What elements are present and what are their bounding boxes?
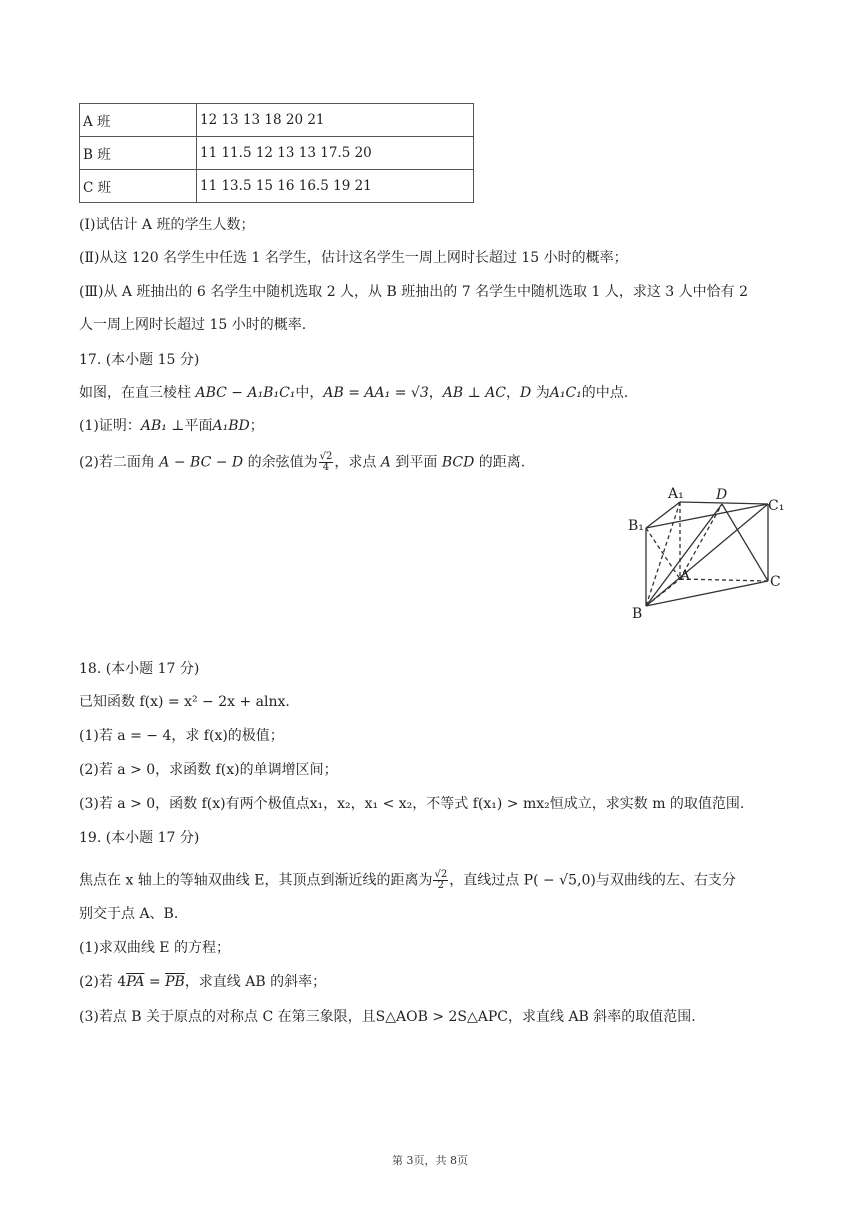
q16-part-1: (Ⅰ)试估计 A 班的学生人数； [79,217,255,233]
q18-part-3: (3)若 a > 0，函数 f(x)有两个极值点x₁，x₂，x₁ < x₂，不等式 f(x₁) > mx₂恒成立，求实数 m 的取值范围. [79,796,745,812]
q17-heading: 17. (本小题 15 分) [79,352,200,368]
q17-part-1 [79,416,264,436]
table-cell-values: 11 13.5 15 16 16.5 19 21 [197,170,474,203]
table-row [80,137,474,170]
table-cell-values: 12 13 13 18 20 21 [197,104,474,137]
q17-segment: A₁C₁ [549,385,582,401]
q17-stem-text: 如图，在直三棱柱 [79,385,191,401]
table-cell-values: 11 11.5 12 13 13 17.5 20 [197,137,474,170]
q17-stem [79,383,628,403]
q17-p1-math: AB₁ ⊥ [140,418,185,434]
q17-point-a: A [380,454,391,471]
q19-heading: 19. (本小题 17 分) [79,830,200,846]
q17-p2-text: ，求点 [334,454,381,471]
label-a: A [680,568,691,584]
q16-part-3-line2: 人一周上网时长超过 15 小时的概率. [79,317,307,333]
q19-stem-line2: 别交于点 A、B. [79,906,179,922]
q17-part-2 [79,452,525,473]
q19-stem-text: 焦点在 x 轴上的等轴双曲线 E，其顶点到渐近线的距离为 [79,872,433,889]
fraction-denominator: 4 [322,462,330,473]
q17-stem-text: ， [506,385,521,401]
page-footer: 第 3页，共 8页 [392,1154,468,1167]
q19-part-2 [79,972,326,992]
q17-p1-text: 平面 [184,418,213,434]
q17-point-d: D [520,385,532,401]
q19-part-1: (1)求双曲线 E 的方程； [79,940,230,956]
q19-vector-pa: $\overline{PA}$ [126,974,145,990]
q17-dihedral: A − BC − D [159,454,244,471]
q19-part-3: (3)若点 B 关于原点的对称点 C 在第三象限，且S△AOB > 2S△APC，求直线 AB 斜率的取值范围. [79,1009,696,1025]
q17-stem-text: 的中点. [581,385,629,401]
q16-part-2: (Ⅱ)从这 120 名学生中任选 1 名学生，估计这名学生一周上网时长超过 15 小时的概率； [79,250,628,266]
table-row [80,104,474,137]
q19-stem-text: ，直线过点 P( − √5,0)与双曲线的左、右支分 [449,872,736,889]
label-d: D [716,487,728,503]
q17-p2-text: 到平面 [390,454,442,471]
q17-edge-equation: AB = AA₁ = √3 [323,385,429,401]
label-b1: B₁ [628,518,644,534]
fraction-numerator: √2 [319,451,333,462]
q17-cosine-fraction [319,452,334,473]
q19-p2-text: (2)若 4 [79,974,127,990]
q18-part-2: (2)若 a > 0，求函数 f(x)的单调增区间； [79,762,338,778]
q19-distance-fraction [433,870,448,891]
table-cell-label: C 班 [80,170,197,203]
q17-plane-bcd: BCD [441,454,475,471]
q17-p1-text: (1)证明： [79,418,141,434]
q19-p2-text: = [144,974,166,990]
label-c: C [770,574,781,590]
prism-figure [620,480,790,622]
q17-stem-text: 为 [531,385,550,401]
label-c1: C₁ [768,498,785,514]
q17-p2-text: 的余弦值为 [243,454,318,471]
q17-stem-text: 中， [295,385,324,401]
q17-stem-text: ， [428,385,443,401]
q17-prism-name: ABC − A₁B₁C₁ [195,385,296,401]
q19-stem-line1 [79,870,736,891]
q16-part-3-line1: (Ⅲ)从 A 班抽出的 6 名学生中随机选取 2 人，从 B 班抽出的 7 名学生中随机选取 1 人，求这 3 人中恰有 2 [79,284,749,300]
table-cell-label: B 班 [80,137,197,170]
q18-stem: 已知函数 f(x) = x² − 2x + alnx. [79,694,290,710]
q17-p2-text: (2)若二面角 [79,454,160,471]
label-b: B [632,606,643,622]
q17-p1-text: ； [249,418,264,434]
q18-heading: 18. (本小题 17 分) [79,661,200,677]
fraction-denominator: 2 [437,880,445,891]
q17-p1-plane: A₁BD [212,418,250,434]
fraction-numerator: √2 [434,869,448,880]
class-data-table [79,103,474,203]
table-cell-label: A 班 [80,104,197,137]
q19-p2-text: ，求直线 AB 的斜率； [184,974,327,990]
label-a1: A₁ [668,486,684,502]
q18-part-1: (1)若 a = − 4，求 f(x)的极值； [79,728,284,744]
q17-p2-text: 的距离. [474,454,526,471]
q17-perpendicular: AB ⊥ AC [442,385,507,401]
table-row [80,170,474,203]
q19-vector-pb: $\overline{PB}$ [165,974,185,990]
